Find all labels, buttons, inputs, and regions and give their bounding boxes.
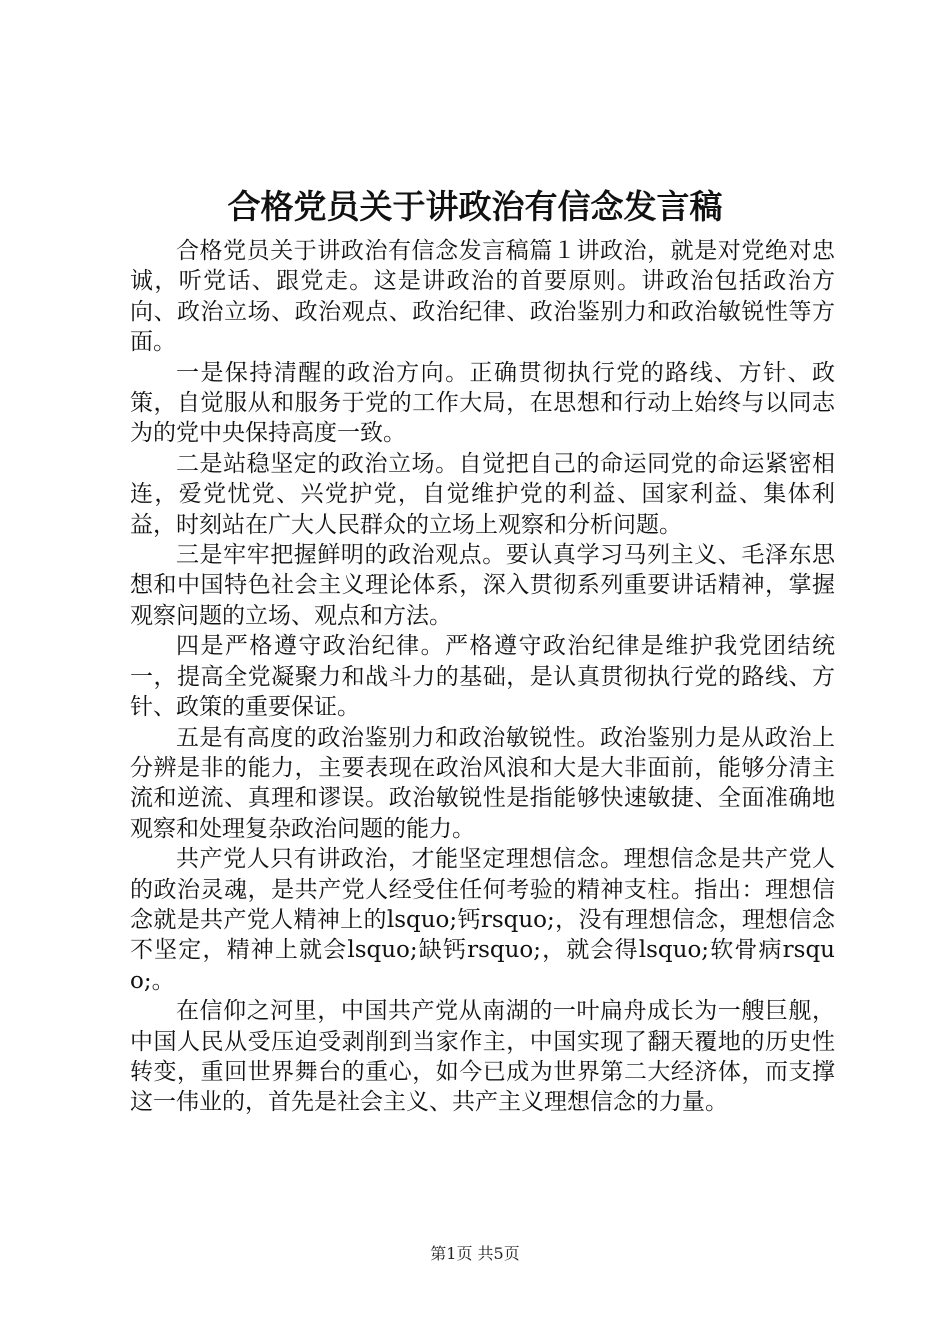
- paragraph-7: 共产党人只有讲政治，才能坚定理想信念。理想信念是共产党人的政治灵魂，是共产党人经受住任何考验的精神支柱。指出：理想信念就是共产党人精神上的lsquo;钙rsquo;，没有理想信念，理想信念不坚定，精神上就会lsquo;缺钙rsquo;，就会得lsquo;软骨病rsquo;。: [130, 846, 835, 994]
- paragraph-2: 一是保持清醒的政治方向。正确贯彻执行党的路线、方针、政策，自觉服从和服务于党的工作大局，在思想和行动上始终与以同志为的党中央保持高度一致。: [130, 359, 835, 447]
- paragraph-4: 三是牢牢把握鲜明的政治观点。要认真学习马列主义、毛泽东思想和中国特色社会主义理论体系，深入贯彻系列重要讲话精神，掌握观察问题的立场、观点和方法。: [130, 542, 835, 629]
- paragraph-3: 二是站稳坚定的政治立场。自觉把自己的命运同党的命运紧密相连，爱党忧党、兴党护党，自觉维护党的利益、国家利益、集体利益，时刻站在广大人民群众的立场上观察和分析问题。: [130, 450, 835, 538]
- paragraph-6: 五是有高度的政治鉴别力和政治敏锐性。政治鉴别力是从政治上分辨是非的能力，主要表现在政治风浪和大是大非面前，能够分清主流和逆流、真理和谬误。政治敏锐性是指能够快速敏捷、全面准确地观察和处理复杂政治问题的能力。: [130, 724, 835, 842]
- paragraph-8: 在信仰之河里，中国共产党从南湖的一叶扁舟成长为一艘巨舰，中国人民从受压迫受剥削到当家作主，中国实现了翻天覆地的历史性转变，重回世界舞台的重心，如今已成为世界第二大经济体，而支撑这一伟业的，首先是社会主义、共产主义理想信念的力量。: [130, 998, 835, 1116]
- document-title: 合格党员关于讲政治有信念发言稿: [227, 187, 723, 226]
- paragraph-1: 合格党员关于讲政治有信念发言稿篇１讲政治，就是对党绝对忠诚，听党话、跟党走。这是讲政治的首要原则。讲政治包括政治方向、政治立场、政治观点、政治纪律、政治鉴别力和政治敏锐性等方面。: [130, 238, 835, 356]
- document-body: [130, 236, 835, 1118]
- page-footer: 第1页 共5页: [430, 1244, 520, 1263]
- paragraph-5: 四是严格遵守政治纪律。严格遵守政治纪律是维护我党团结统一，提高全党凝聚力和战斗力的基础，是认真贯彻执行党的路线、方针、政策的重要保证。: [130, 633, 835, 721]
